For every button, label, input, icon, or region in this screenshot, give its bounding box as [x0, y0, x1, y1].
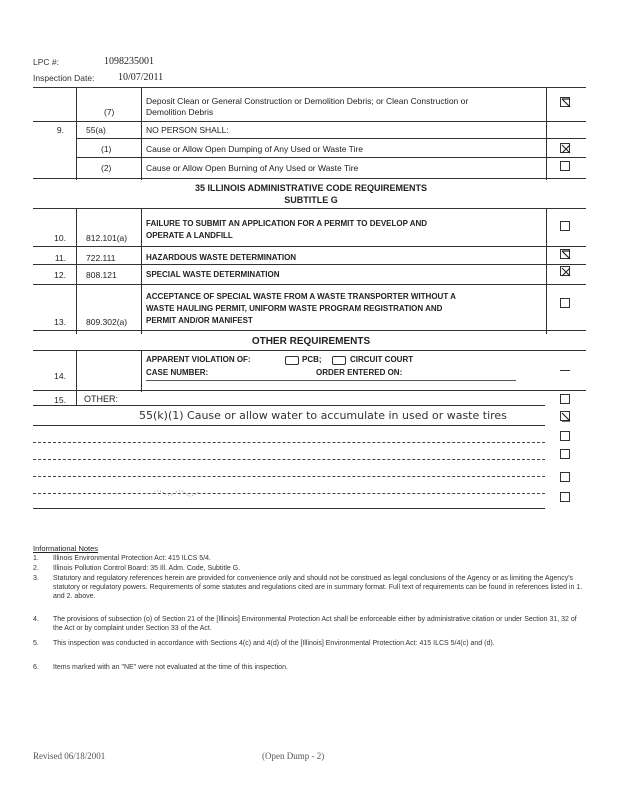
- note-number: 2.: [33, 565, 39, 572]
- row-2-checkbox[interactable]: [560, 161, 570, 171]
- row-13-section: 809.302(a): [86, 317, 128, 327]
- note-text: This inspection was conducted in accordance with Sections 4(c) and 4(d) of the [Illinois] Environmental Protection Act: 415 ILCS 5/4(c) and (d).: [53, 640, 495, 647]
- row-10-number: 10.: [54, 233, 66, 243]
- row-13-text-line1: ACCEPTANCE OF SPECIAL WASTE FROM A WASTE TRANSPORTER WITHOUT A: [146, 292, 456, 301]
- row-10-text-line2: OPERATE A LANDFILL: [146, 231, 233, 240]
- row-12-text: SPECIAL WASTE DETERMINATION: [146, 270, 280, 279]
- pcb-checkbox[interactable]: [285, 356, 299, 365]
- form-name: (Open Dump - 2): [262, 751, 325, 761]
- inspection-date-value: 10/07/2011: [118, 72, 164, 83]
- pcb-label: PCB;: [302, 355, 322, 364]
- other-checkbox-5[interactable]: [560, 472, 570, 482]
- other-requirements-title: OTHER REQUIREMENTS: [251, 336, 371, 347]
- row-13-number: 13.: [54, 317, 66, 327]
- row-12-number: 12.: [54, 270, 66, 280]
- row-12-section: 808.121: [86, 270, 117, 280]
- note-number: 4.: [33, 616, 39, 623]
- row-2-section: (2): [101, 163, 112, 173]
- note-text: The provisions of subsection (o) of Section 21 of the [Illinois] Environmental Protection Act shall be enforceable either by administrative citation or under Section 31, 32 of the Act or by complaint under Section 33 of the Act.: [53, 616, 577, 632]
- row-9-section: 55(a): [86, 125, 106, 135]
- note-text: Illinois Pollution Control Board: 35 Ill. Adm. Code, Subtitle G.: [53, 565, 241, 572]
- row-1-text: Cause or Allow Open Dumping of Any Used or Waste Tire: [146, 144, 364, 154]
- iac-subtitle: SUBTITLE G: [284, 195, 338, 205]
- row-11-number: 11.: [54, 253, 66, 263]
- row-9-number: 9.: [56, 125, 64, 135]
- order-entered-label: ORDER ENTERED ON:: [316, 368, 403, 377]
- row-10-section: 812.101(a): [86, 233, 128, 243]
- other-checkbox-2[interactable]: [560, 411, 570, 421]
- row-11-text: HAZARDOUS WASTE DETERMINATION: [146, 253, 297, 262]
- note-text: Statutory and regulatory references herein are provided for convenience only and should not be construed as legal conclusions of the Agency or as limiting the Agency's statutory or regulatory powers. Requirements of some statutes and regulations cited are in summary format. Full text of requirements can be found in references listed in 1. and 2. above.: [53, 575, 583, 600]
- note-number: 3.: [33, 575, 39, 582]
- other-checkbox-4[interactable]: [560, 449, 570, 459]
- row-11-section: 722.111: [86, 253, 116, 263]
- row-2-text: Cause or Allow Open Burning of Any Used or Waste Tire: [146, 163, 359, 173]
- circuit-court-label: CIRCUIT COURT: [350, 355, 414, 364]
- case-number-label: CASE NUMBER:: [146, 368, 209, 377]
- row-10-text-line1: FAILURE TO SUBMIT AN APPLICATION FOR A PERMIT TO DEVELOP AND: [146, 219, 428, 228]
- row-12-checkbox[interactable]: [560, 266, 570, 276]
- row-13-text-line2: WASTE HAULING PERMIT, UNIFORM WASTE PROGRAM REGISTRATION AND: [146, 304, 443, 313]
- other-checkbox-3[interactable]: [560, 431, 570, 441]
- note-number: 6.: [33, 664, 39, 671]
- row-7-text-line2: Demolition Debris: [146, 107, 214, 117]
- row-1-section: (1): [101, 144, 112, 154]
- row-1-checkbox[interactable]: [560, 143, 570, 153]
- other-checkbox-6[interactable]: [560, 492, 570, 502]
- iac-title: 35 ILLINOIS ADMINISTRATIVE CODE REQUIREMENTS: [194, 183, 428, 193]
- note-text: Illinois Environmental Protection Act: 415 ILCS 5/4.: [53, 555, 211, 562]
- note-number: 5.: [33, 640, 39, 647]
- row-13-text-line3: PERMIT AND/OR MANIFEST: [146, 316, 253, 325]
- row-13-checkbox[interactable]: [560, 298, 570, 308]
- row-7-text-line1: Deposit Clean or General Construction or Demolition Debris; or Clean Construction or: [146, 96, 469, 106]
- signature-scribble: [150, 484, 210, 498]
- check-mark-icon: [561, 250, 571, 260]
- check-mark-icon: [561, 144, 571, 154]
- row-14-number: 14.: [54, 371, 66, 381]
- apparent-violation-label: APPARENT VIOLATION OF:: [146, 355, 251, 364]
- check-mark-icon: [561, 267, 571, 277]
- note-number: 1.: [33, 555, 39, 562]
- row-10-checkbox[interactable]: [560, 221, 570, 231]
- other-label: OTHER:: [84, 394, 119, 404]
- notes-title: Informational Notes: [33, 544, 99, 553]
- circuit-court-checkbox[interactable]: [332, 356, 346, 365]
- row-15-number: 15.: [54, 395, 66, 405]
- row-7-checkbox[interactable]: [560, 97, 570, 107]
- handwritten-violation-note: 55(k)(1) Cause or allow water to accumulate in used or waste tires: [139, 409, 507, 422]
- check-mark-icon: [561, 98, 571, 108]
- other-checkbox-1[interactable]: [560, 394, 570, 404]
- row-9-text: NO PERSON SHALL:: [146, 125, 229, 135]
- lpc-label: LPC #:: [33, 57, 59, 67]
- row-11-checkbox[interactable]: [560, 249, 570, 259]
- lpc-value: 1098235001: [104, 56, 154, 67]
- check-mark-icon: [561, 412, 571, 422]
- row-7-section: (7): [104, 107, 115, 117]
- inspection-date-label: Inspection Date:: [33, 73, 95, 83]
- note-text: Items marked with an "NE" were not evaluated at the time of this inspection.: [53, 664, 288, 671]
- revised-date: Revised 06/18/2001: [33, 751, 106, 761]
